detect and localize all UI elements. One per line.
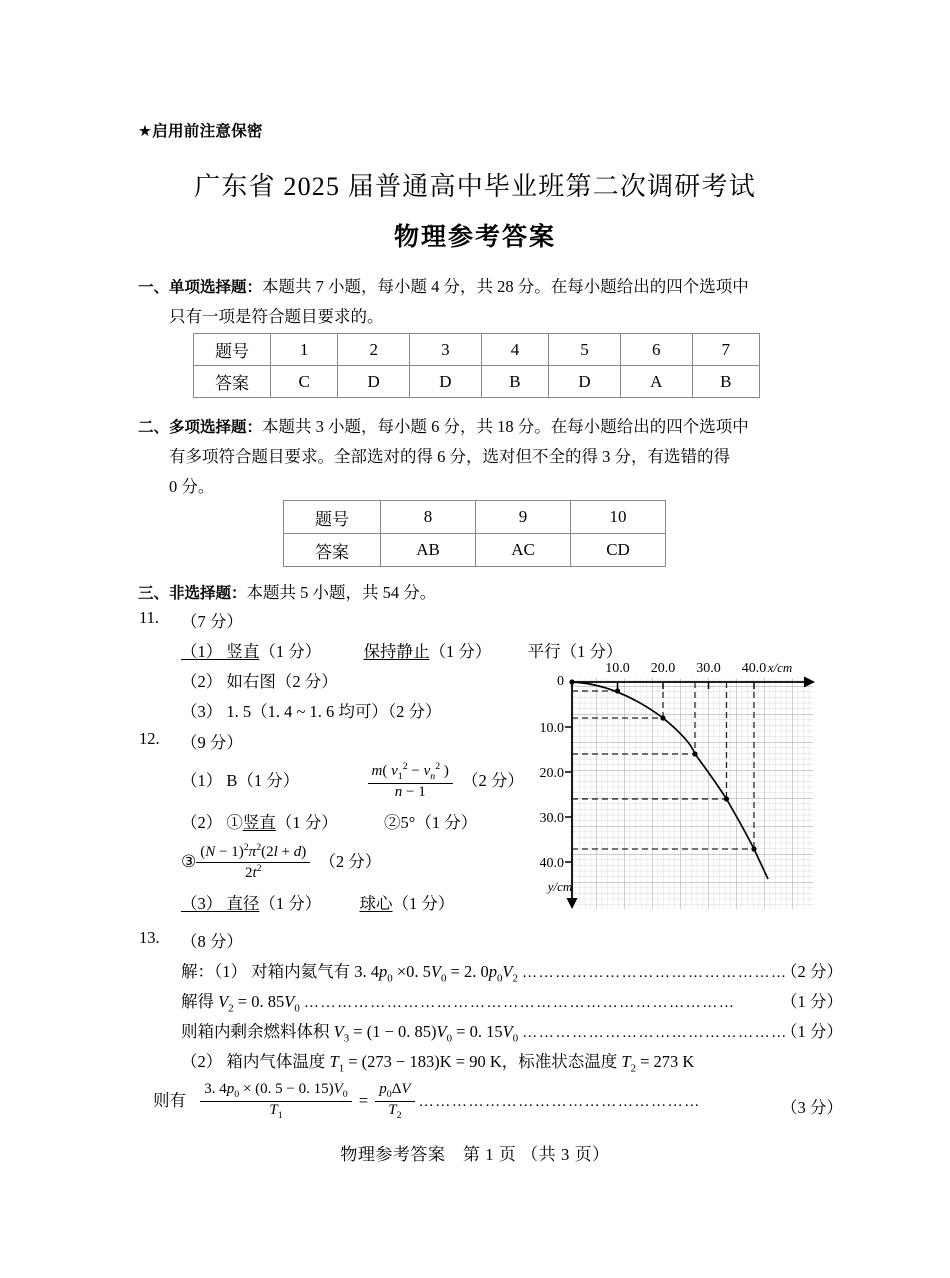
q13-l1-text: 解：（1） 对箱内氦气有 3. $4p_0 \times 0$. $5V_0 = 2$. $0p_0V_2$ bbox=[181, 962, 518, 985]
q12-formula-2-numerator: $(N - 1)^2\pi^2(2l + d)$ bbox=[200, 842, 307, 860]
q11-p1-mark-a: （1 分） bbox=[259, 642, 322, 661]
x-tick-label: 20.0 bbox=[650, 661, 676, 676]
confidential-mark: ★启用前注意保密 bbox=[138, 122, 263, 140]
question-13-line5 bbox=[153, 1081, 843, 1122]
y-axis-label: y/cm bbox=[547, 879, 573, 894]
cell-answer: AC bbox=[476, 534, 571, 567]
q12-p2-item3-mark: （2 分） bbox=[319, 851, 382, 871]
q11-p1-mark-b: （1 分） bbox=[429, 642, 492, 661]
q12-formula-1 bbox=[368, 761, 453, 801]
row-label-number: 题号 bbox=[284, 501, 381, 534]
y-tick-label: 30.0 bbox=[540, 811, 564, 826]
cell-answer: B bbox=[692, 366, 759, 398]
data-point bbox=[724, 796, 729, 801]
q11-p1-ans-b: 保持静止 bbox=[363, 642, 430, 661]
data-point bbox=[751, 846, 756, 851]
q12-p3-mark-a: （1 分） bbox=[259, 894, 322, 913]
question-13-line1 bbox=[181, 958, 843, 985]
section-one-body2: 只有一项是符合题目要求的。 bbox=[169, 307, 384, 326]
question-12-part2-item3 bbox=[181, 843, 381, 883]
question-13-line2 bbox=[181, 988, 843, 1015]
q13-l1-dots: ………………………………………… bbox=[522, 965, 788, 981]
q12-p2-label-a: （2） ①竖直 bbox=[181, 813, 276, 832]
answer-table-multi-choice bbox=[283, 500, 666, 567]
q12-p1-mark: （2 分） bbox=[462, 770, 524, 790]
q13-formula-left-denominator: $T_1$ bbox=[200, 1101, 351, 1122]
q13-l5-prefix: 则有 bbox=[153, 1090, 186, 1110]
question-13-points: （8 分） bbox=[181, 932, 243, 951]
q13-l3-dots: ………………………………………… bbox=[522, 1025, 788, 1041]
q13-formula-equals: = bbox=[358, 1090, 369, 1110]
page-subtitle: 物理参考答案 bbox=[393, 222, 556, 251]
question-13-line3 bbox=[181, 1018, 843, 1045]
question-12-number: 12. bbox=[139, 729, 160, 748]
q13-formula-right-denominator: $T_2$ bbox=[375, 1101, 414, 1122]
graph-grid bbox=[570, 678, 813, 909]
q13-l2-dots: …………………………………………………………………… bbox=[303, 995, 736, 1011]
question-11-part3: （3） 1. 5（1. 4 ~ 1. 6 均可）（2 分） bbox=[181, 702, 442, 721]
x-tick-label: 10.0 bbox=[605, 661, 630, 676]
cell-number: 8 bbox=[381, 501, 476, 534]
q12-p3-ans-a: （3） 直径 bbox=[181, 894, 260, 913]
page-footer: 物理参考答案 第 1 页 （共 3 页） bbox=[340, 1145, 610, 1164]
cell-answer: D bbox=[338, 366, 410, 398]
q13-formula-right-numerator: $p_0\Delta V$ bbox=[379, 1081, 411, 1100]
cell-answer: C bbox=[271, 366, 338, 398]
q13-l4-text: （2） 箱内气体温度 $T_1 = (273 - 183)K = 90$ K，标准状态温度 $T_2 = 273$ K bbox=[181, 1052, 695, 1075]
q13-l3-text: 则箱内剩余燃料体积 $V_3 = (1 - 0$. $85)V_0 = 0$. $15V_0$ bbox=[181, 1022, 519, 1045]
data-point bbox=[692, 751, 697, 756]
section-two-body1: 本题共 3 小题，每小题 6 分，共 18 分。在每小题给出的四个选项中 bbox=[262, 417, 749, 436]
question-12-points: （9 分） bbox=[181, 733, 243, 752]
q11-p1-mark-c: （1 分） bbox=[560, 642, 623, 661]
cell-number: 7 bbox=[692, 334, 759, 366]
q12-p2-mark-b: （1 分） bbox=[415, 813, 478, 832]
cell-number: 3 bbox=[410, 334, 482, 366]
q12-p1-answer: （1） B（1 分） bbox=[181, 770, 300, 790]
q13-l1-mark: （2 分） bbox=[781, 962, 843, 981]
q13-l2-mark: （1 分） bbox=[781, 992, 843, 1011]
question-12-part2 bbox=[181, 809, 477, 833]
row-label-answer: 答案 bbox=[194, 366, 271, 398]
q12-p2-mark-a: （1 分） bbox=[275, 813, 338, 832]
cell-answer: A bbox=[620, 366, 692, 398]
q12-formula-1-numerator: m( $v_1^2 - v_n^2$ ) bbox=[371, 761, 449, 782]
section-two bbox=[138, 412, 828, 502]
question-11-points: （7 分） bbox=[181, 612, 243, 631]
q11-p1-ans-a: （1） 竖直 bbox=[181, 642, 260, 661]
row-label-answer: 答案 bbox=[284, 534, 381, 567]
x-axis-label: x/cm bbox=[767, 660, 793, 675]
q13-l3-mark: （1 分） bbox=[781, 1022, 843, 1041]
cell-number: 1 bbox=[271, 334, 338, 366]
question-13-number: 13. bbox=[139, 928, 160, 947]
q13-formula-right bbox=[375, 1081, 414, 1121]
section-three bbox=[138, 578, 828, 608]
q12-formula-1-denominator: n − 1 bbox=[368, 783, 453, 802]
answer-table-single-choice bbox=[193, 333, 760, 398]
cell-number: 2 bbox=[338, 334, 410, 366]
section-one-line1 bbox=[138, 272, 818, 302]
y-tick-label: 40.0 bbox=[540, 856, 564, 871]
trajectory-graph-svg bbox=[540, 658, 818, 916]
section-three-line1 bbox=[138, 578, 828, 608]
cell-answer: D bbox=[410, 366, 482, 398]
q13-l5-mark: （3 分） bbox=[781, 1098, 843, 1117]
q12-formula-2 bbox=[196, 842, 310, 882]
data-point bbox=[660, 715, 665, 720]
section-one-body1: 本题共 7 小题，每小题 4 分，共 28 分。在每小题给出的四个选项中 bbox=[262, 277, 749, 296]
q12-p2-item3-label: ③ bbox=[181, 851, 197, 871]
table-row-numbers bbox=[284, 501, 666, 534]
data-point bbox=[569, 679, 574, 684]
cell-answer: CD bbox=[571, 534, 666, 567]
cell-number: 6 bbox=[620, 334, 692, 366]
x-tick-label: 30.0 bbox=[696, 661, 721, 676]
cell-answer: AB bbox=[381, 534, 476, 567]
section-three-body1: 本题共 5 小题，共 54 分。 bbox=[246, 583, 437, 602]
section-two-body3: 0 分。 bbox=[169, 477, 215, 496]
question-11-number: 11. bbox=[139, 608, 160, 627]
q12-p3-ans-b: 球心 bbox=[359, 894, 393, 913]
section-two-body2: 有多项符合题目要求。全部选对的得 6 分，选对但不全的得 3 分，有选错的得 bbox=[169, 447, 730, 466]
q13-l2-text: 解得 $V_2 = 0$. $85V_0$ bbox=[181, 992, 300, 1015]
q13-formula-left-numerator: 3. $4p_0 \times (0$. 5 − 0. $15)V_0$ bbox=[204, 1081, 348, 1100]
q12-formula-2-denominator: $2t^2$ bbox=[196, 862, 310, 883]
section-one bbox=[138, 272, 818, 332]
section-two-line1 bbox=[138, 412, 828, 442]
question-11-part2: （2） 如右图（2 分） bbox=[181, 672, 338, 691]
y-tick-label: 0 bbox=[557, 674, 564, 689]
q12-p3-mark-b: （1 分） bbox=[392, 894, 455, 913]
page-title: 广东省 2025 届普通高中毕业班第二次调研考试 bbox=[194, 172, 756, 201]
cell-answer: D bbox=[549, 366, 621, 398]
cell-number: 9 bbox=[476, 501, 571, 534]
y-tick-label: 10.0 bbox=[540, 721, 564, 736]
data-point bbox=[615, 688, 620, 693]
trajectory-graph bbox=[540, 658, 818, 916]
table-row-numbers bbox=[194, 334, 760, 366]
q11-p1-ans-c: 平行 bbox=[527, 642, 561, 661]
x-tick-label: 40.0 bbox=[741, 661, 767, 676]
row-label-number: 题号 bbox=[194, 334, 271, 366]
question-12-part3 bbox=[181, 890, 454, 914]
cell-number: 4 bbox=[481, 334, 548, 366]
table-row-answers bbox=[194, 366, 760, 398]
question-12-part1 bbox=[181, 762, 524, 802]
cell-number: 10 bbox=[571, 501, 666, 534]
cell-number: 5 bbox=[549, 334, 621, 366]
y-tick-label: 20.0 bbox=[540, 766, 564, 781]
q12-p2-label-b: ②5° bbox=[384, 813, 416, 832]
table-row-answers bbox=[284, 534, 666, 567]
q13-formula-left bbox=[200, 1081, 351, 1121]
section-one-lead: 一、单项选择题： bbox=[138, 278, 263, 296]
question-13-line4 bbox=[181, 1048, 694, 1074]
q13-l5-dots: …………………………………………… bbox=[418, 1093, 701, 1110]
cell-answer: B bbox=[481, 366, 548, 398]
section-two-lead: 二、多项选择题： bbox=[138, 418, 263, 436]
section-three-lead: 三、非选择题： bbox=[138, 584, 247, 602]
